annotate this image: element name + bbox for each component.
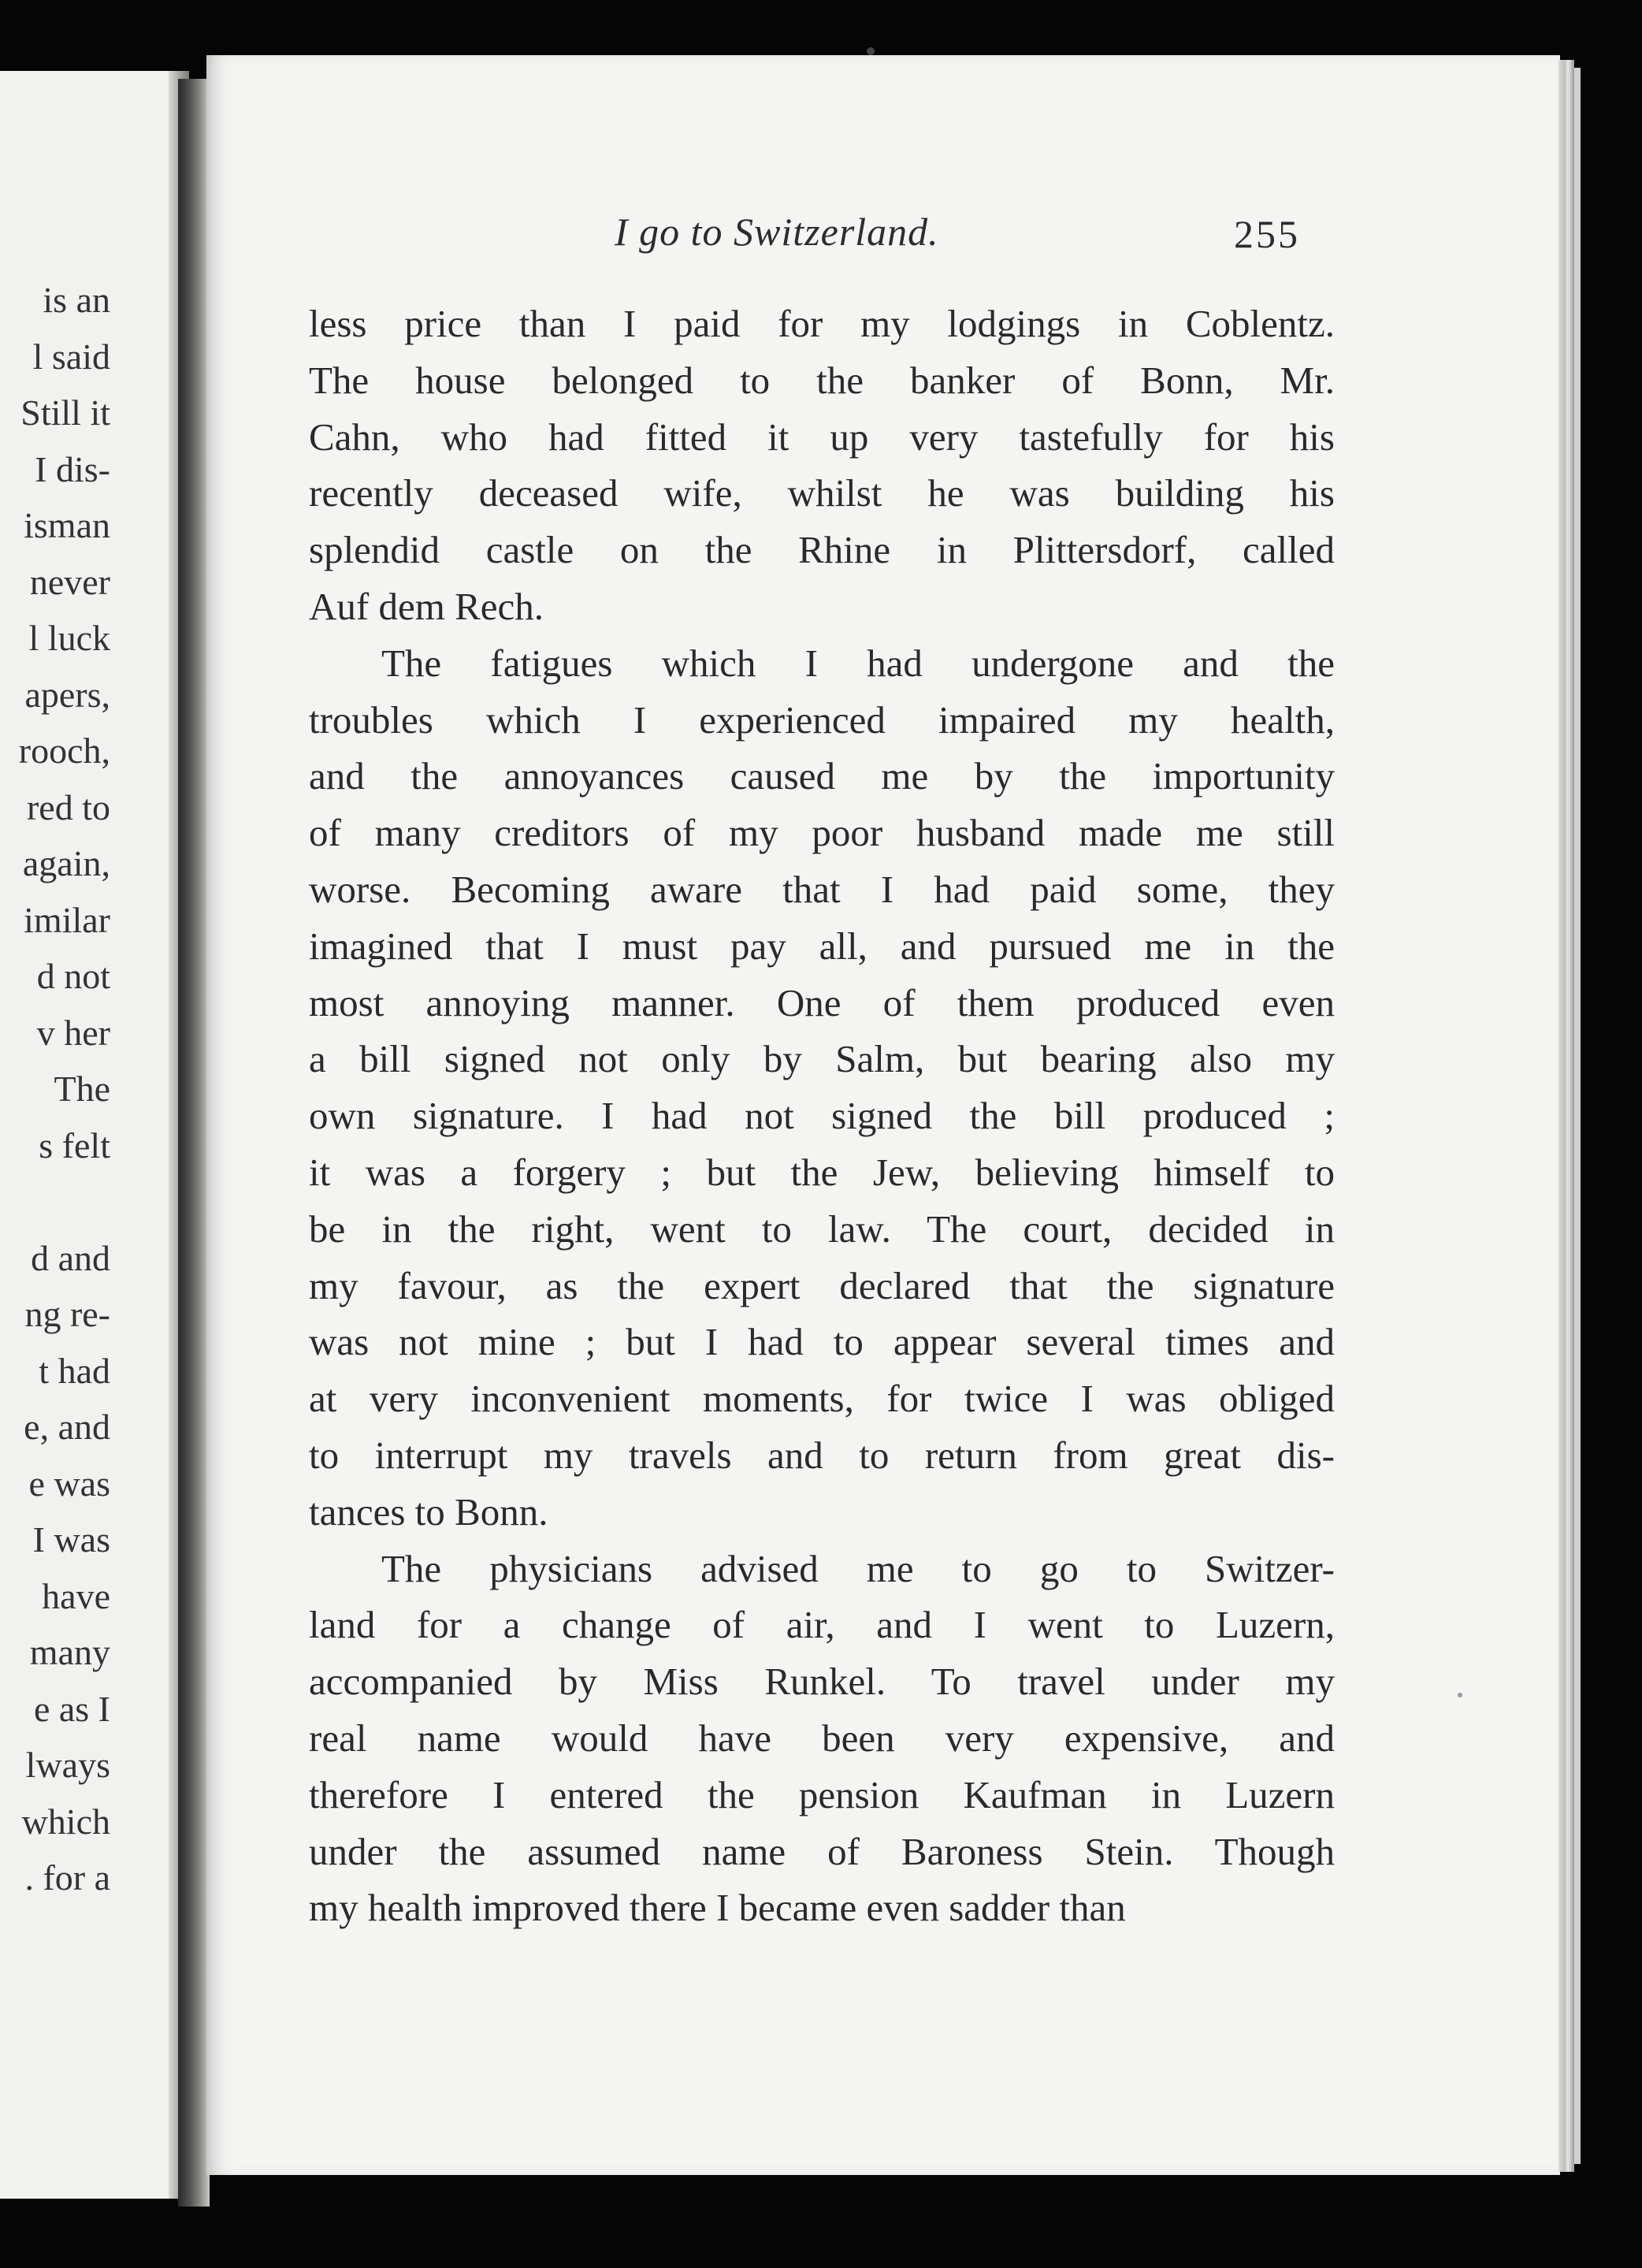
text-line: real name would have been very expensive, and xyxy=(309,1716,1335,1760)
left-page-line: e was xyxy=(28,1463,110,1504)
text-line: my favour, as the expert declared that the signature xyxy=(309,1263,1335,1307)
text-line: recently deceased wife, whilst he was building his xyxy=(309,471,1335,515)
text-line: splendid castle on the Rhine in Plittersdorf, called xyxy=(309,528,1335,572)
text-line: be in the right, went to law. The court, decided in xyxy=(309,1207,1335,1251)
text-line: troubles which I experienced impaired my health, xyxy=(309,697,1335,742)
text-line: of many creditors of my poor husband made me still xyxy=(309,811,1335,855)
text-line: worse. Becoming aware that I had paid some, they xyxy=(309,868,1335,911)
left-page-line: e as I xyxy=(33,1688,110,1729)
text-line: accompanied by Miss Runkel. To travel under my xyxy=(309,1660,1335,1704)
left-page-line: l luck xyxy=(28,618,110,658)
text-line: The fatigues which I had undergone and the xyxy=(381,641,1335,685)
text-line: imagined that I must pay all, and pursued me in the xyxy=(309,924,1335,968)
left-page-line: again, xyxy=(22,843,110,883)
left-page-line: d not xyxy=(36,956,110,996)
left-page-line: which xyxy=(21,1801,110,1842)
text-line: it was a forgery ; but the Jew, believing himself to xyxy=(309,1151,1335,1194)
scan-speck xyxy=(867,47,875,55)
left-page-line: v her xyxy=(36,1012,110,1053)
book-gutter xyxy=(178,79,210,2207)
left-page-line: apers, xyxy=(24,674,110,715)
text-line: The house belonged to the banker of Bonn, Mr. xyxy=(309,358,1335,402)
page-edge xyxy=(1558,60,1574,2172)
left-page-line: ng re- xyxy=(24,1294,110,1334)
text-line: Cahn, who had fitted it up very tastefully for his xyxy=(309,415,1335,459)
text-line: less price than I paid for my lodgings in Coblentz. xyxy=(309,302,1335,345)
left-page-line: imilar xyxy=(24,899,110,940)
text-line: at very inconvenient moments, for twice I was obliged xyxy=(309,1377,1335,1421)
left-page-line: e, and xyxy=(24,1407,110,1447)
text-line: Auf dem Rech. xyxy=(309,585,544,628)
left-page-line: have xyxy=(42,1575,110,1616)
text-line: to interrupt my travels and to return from great dis- xyxy=(309,1433,1335,1477)
left-page-line: isman xyxy=(24,505,110,545)
page-number: 255 xyxy=(1234,212,1300,256)
left-page-line: never xyxy=(29,561,110,602)
text-line: most annoying manner. One of them produced even xyxy=(309,980,1335,1024)
left-page-line: is an xyxy=(43,280,110,320)
left-page-line: t had xyxy=(39,1350,110,1391)
text-line: therefore I entered the pension Kaufman in Luzern xyxy=(309,1772,1335,1816)
left-page-line: s felt xyxy=(39,1125,110,1166)
left-page-line: I dis- xyxy=(35,448,110,489)
running-head: I go to Switzerland. xyxy=(615,210,939,254)
text-line: tances to Bonn. xyxy=(309,1489,548,1534)
text-line: land for a change of air, and I went to Luzern, xyxy=(309,1603,1335,1647)
text-line: own signature. I had not signed the bill produced ; xyxy=(309,1094,1335,1138)
left-page-line: l said xyxy=(32,336,110,377)
left-page-line: many xyxy=(29,1632,110,1672)
left-facing-page xyxy=(0,71,189,2199)
page-edge-inner xyxy=(1574,68,1581,2164)
text-line: my health improved there I became even sadder than xyxy=(309,1886,1126,1930)
text-line: under the assumed name of Baroness Stein. Though xyxy=(309,1829,1335,1873)
scan-speck xyxy=(1458,1693,1462,1697)
left-page-line: Still it xyxy=(20,392,110,433)
left-page-line: The xyxy=(54,1069,110,1109)
left-page-line: red to xyxy=(26,786,110,827)
left-page-line: rooch, xyxy=(18,731,110,771)
left-page-line: d and xyxy=(31,1237,110,1278)
text-line: The physicians advised me to go to Switzer- xyxy=(381,1546,1335,1590)
left-page-line: . for a xyxy=(24,1857,110,1898)
left-page-line: lways xyxy=(25,1745,110,1785)
text-line: was not mine ; but I had to appear several times and xyxy=(309,1320,1335,1364)
text-line: a bill signed not only by Salm, but bearing also my xyxy=(309,1037,1335,1081)
left-page-line: I was xyxy=(32,1519,110,1560)
text-line: and the annoyances caused me by the importunity xyxy=(309,754,1335,798)
